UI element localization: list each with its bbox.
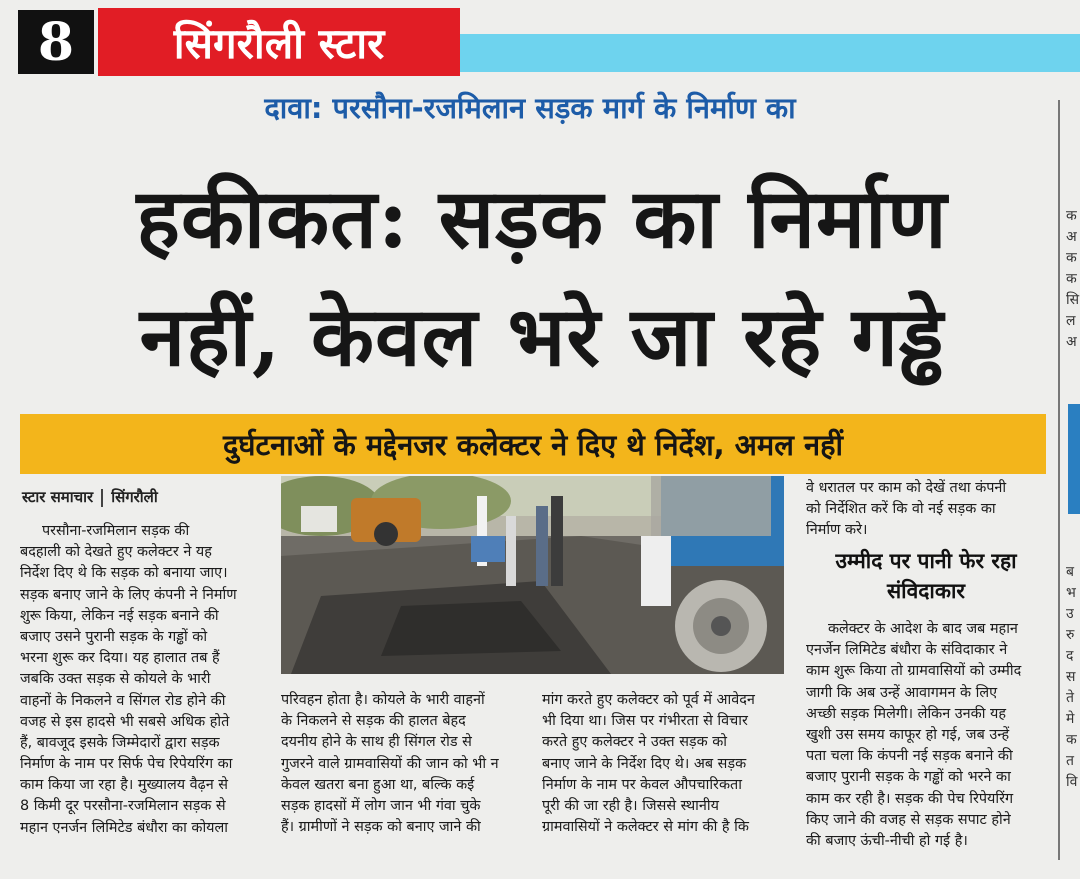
adjacent-text-fragment: वि <box>1066 774 1078 790</box>
article-column-4-bottom <box>806 619 1046 852</box>
article-subtitle: उम्मीद पर पानी फेर रहा संविदाकार <box>835 549 1017 603</box>
text-line: को निर्देशित करें कि वो नई सड़क का <box>806 501 996 518</box>
road-repair-photo-illustration <box>281 476 784 674</box>
text-line: शुरू किया, लेकिन नई सड़क बनाने की <box>20 607 219 624</box>
article-column-2 <box>281 690 523 838</box>
adjacent-text-fragment: भ <box>1066 585 1076 601</box>
article-headline <box>22 160 1062 396</box>
page-number: 8 <box>18 10 94 74</box>
adjacent-text-fragment: क <box>1066 250 1077 266</box>
text-line: हैं, बावजूद इसके जिम्मेदारों द्वारा सड़क <box>20 734 220 751</box>
text-line: काम कर रही है। सड़क की पेच रिपेयरिंग <box>806 790 1014 807</box>
text-line: बनाए जाने के निर्देश दिए थे। अब सड़क <box>542 755 747 772</box>
text-line: काम किया जा रहा है। मुख्यालय वैढ़न से <box>20 777 229 794</box>
text-line: काम शुरू किया तो ग्रामवासियों को उम्मीद <box>806 663 1022 680</box>
text-line: निर्माण के नाम पर केवल औपचारिकता <box>542 776 742 793</box>
text-line: भी दिया था। जिस पर गंभीरता से विचार <box>542 713 748 730</box>
headline-line-1: हकीकत: सड़क का निर्माण <box>136 171 948 267</box>
text-line: वजह से इस हादसे भी सबसे अधिक होते <box>20 713 230 730</box>
text-line: खुशी उस समय काफूर हो गई, जब उन्हें <box>806 726 1010 743</box>
adjacent-text-fragment: अ <box>1066 334 1077 350</box>
adjacent-text-fragment: उ <box>1066 606 1074 622</box>
adjacent-text-fragment: अ <box>1066 229 1077 245</box>
article-column-4-top <box>806 478 1046 542</box>
text-line: बजाए उसने पुरानी सड़क के गड्ढों को <box>20 628 208 645</box>
text-line: किए जाने की वजह से सड़क सपाट होने <box>806 811 1011 828</box>
adjacent-text-fragment: त <box>1066 753 1074 769</box>
text-line: पता चला कि कंपनी नई सड़क बनाने की <box>806 748 1013 765</box>
article-kicker: दावा: परसौना-रजमिलान सड़क मार्ग के निर्माण का <box>264 91 796 125</box>
adjacent-column-top <box>1066 206 1079 353</box>
text-line: केवल खतरा बना हुआ था, बल्कि कई <box>281 776 475 793</box>
text-line: ग्रामवासियों ने कलेक्टर से मांग की है कि <box>542 819 749 836</box>
text-line: बजाए पुरानी सड़क के गड्ढों को भरने का <box>806 769 1011 786</box>
adjacent-text-fragment: ल <box>1066 313 1076 329</box>
text-line: निर्माण करे। <box>806 522 868 539</box>
adjacent-text-fragment: स <box>1066 669 1076 685</box>
text-line: एनर्जेन लिमिटेड बंधौरा के संविदाकार ने <box>806 642 1008 659</box>
text-line: सड़क हादसों में लोग जान भी गंवा चुके <box>281 797 481 814</box>
article-column-1 <box>20 521 260 839</box>
text-line: निर्माण के नाम पर सिर्फ पेच रिपेयरिंग का <box>20 756 233 773</box>
dateline <box>22 487 158 507</box>
text-line: गुजरने वाले ग्रामवासियों की जान को भी न <box>281 755 499 772</box>
adjacent-text-fragment: सि <box>1066 292 1080 308</box>
adjacent-color-bar <box>1068 404 1080 514</box>
text-line: वाहनों के निकलने व सिंगल रोड होने की <box>20 692 226 709</box>
article-subheadline <box>20 414 1046 474</box>
text-line: परिवहन होता है। कोयले के भारी वाहनों <box>281 692 485 708</box>
text-line: के निकलने से सड़क की हालत बेहद <box>281 713 466 730</box>
dateline-divider <box>101 489 103 507</box>
text-line: महान एनर्जन लिमिटेड बंधौरा का कोयला <box>20 819 229 836</box>
adjacent-text-fragment: ते <box>1066 690 1074 706</box>
adjacent-text-fragment: क <box>1066 732 1077 748</box>
newspaper-masthead: सिंगरौली स्टार <box>98 8 460 76</box>
adjacent-column-bottom <box>1066 562 1077 793</box>
adjacent-text-fragment: द <box>1066 648 1074 664</box>
adjacent-text-fragment: क <box>1066 271 1077 287</box>
dateline-place: सिंगरौली <box>111 488 158 506</box>
column-rule <box>1058 100 1060 860</box>
text-line: दयनीय होने के साथ ही सिंगल रोड से <box>281 734 472 751</box>
adjacent-text-fragment: रु <box>1066 627 1075 643</box>
subheadline-text: दुर्घटनाओं के मद्देनजर कलेक्टर ने दिए थे निर्देश, अमल नहीं <box>222 427 844 462</box>
byline: स्टार समाचार <box>22 488 94 506</box>
text-line: की बजाए ऊंची-नीची हो गई है। <box>806 832 968 849</box>
adjacent-text-fragment: क <box>1066 208 1077 224</box>
adjacent-text-fragment: मे <box>1066 711 1075 727</box>
text-line: अच्छी सड़क मिलेगी। लेकिन उनकी यह <box>806 705 1006 722</box>
text-line: 8 किमी दूर परसौना-रजमिलान सड़क से <box>20 798 226 815</box>
text-line: हैं। ग्रामीणों ने सड़क को बनाए जाने की <box>281 819 481 836</box>
text-line: भरना शुरू कर दिया। यह हालात तब हैं <box>20 650 220 667</box>
article-photo <box>281 476 784 674</box>
article-column-3 <box>542 690 784 838</box>
text-line: कलेक्टर के आदेश के बाद जब महान <box>828 621 1018 637</box>
text-line: बदहाली को देखते हुए कलेक्टर ने यह <box>20 544 212 561</box>
adjacent-text-fragment: ब <box>1066 564 1074 580</box>
masthead-color-bar <box>460 34 1080 72</box>
text-line: सड़क बनाए जाने के लिए कंपनी ने निर्माण <box>20 586 237 603</box>
text-line: जबकि उक्त सड़क से कोयले के भारी <box>20 671 211 688</box>
text-line: जागी कि अब उन्हें आवागमन के लिए <box>806 684 998 701</box>
text-line: मांग करते हुए कलेक्टर को पूर्व में आवेदन <box>542 692 755 708</box>
headline-line-2: नहीं, केवल भरे जा रहे गड्ढे <box>139 289 945 385</box>
text-line: करते हुए कलेक्टर ने उक्त सड़क को <box>542 734 728 751</box>
text-line: निर्देश दिए थे कि सड़क को बनाया जाए। <box>20 565 228 582</box>
text-line: परसौना-रजमिलान सड़क की <box>42 523 190 539</box>
text-line: वे धरातल पर काम को देखें तथा कंपनी <box>806 480 1007 496</box>
text-line: पूरी की जा रही है। जिससे स्थानीय <box>542 797 719 814</box>
